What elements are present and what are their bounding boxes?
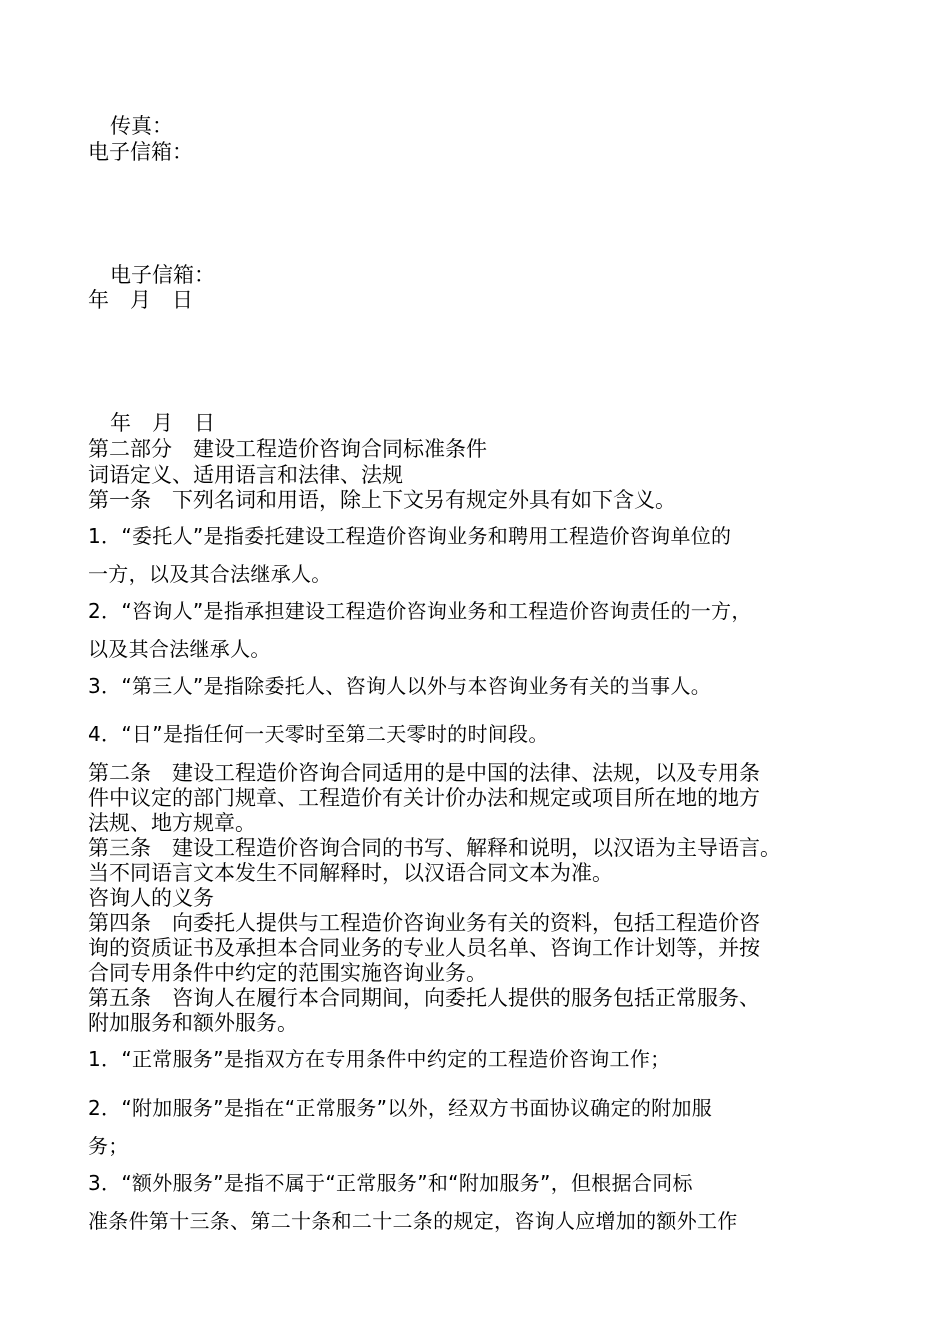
section-heading: 词语定义、适用语言和法律、法规 bbox=[88, 463, 403, 487]
service-3-line1: 3．“额外服务”是指不属于“正常服务”和“附加服务”，但根据合同标 bbox=[88, 1171, 693, 1195]
article-4-line1: 第四条 向委托人提供与工程造价咨询业务有关的资料，包括工程造价咨 bbox=[88, 911, 760, 935]
article-2-line2: 件中议定的部门规章、工程造价有关计价办法和规定或项目所在地的地方 bbox=[88, 786, 760, 810]
article-2-line3: 法规、地方规章。 bbox=[88, 811, 256, 835]
article-5-line2: 附加服务和额外服务。 bbox=[88, 1011, 298, 1035]
service-1: 1．“正常服务”是指双方在专用条件中约定的工程造价咨询工作； bbox=[88, 1047, 671, 1071]
article-1: 第一条 下列名词和用语，除上下文另有规定外具有如下含义。 bbox=[88, 488, 676, 512]
article-4-line2: 询的资质证书及承担本合同业务的专业人员名单、咨询工作计划等，并按 bbox=[88, 936, 760, 960]
article-5-line1: 第五条 咨询人在履行本合同期间，向委托人提供的服务包括正常服务、 bbox=[88, 986, 760, 1010]
date-line: 年 月 日 bbox=[110, 411, 215, 435]
article-3-line2: 当不同语言文本发生不同解释时，以汉语合同文本为准。 bbox=[88, 861, 613, 885]
definition-3: 3．“第三人”是指除委托人、咨询人以外与本咨询业务有关的当事人。 bbox=[88, 674, 712, 698]
service-2-line2: 务； bbox=[88, 1134, 129, 1158]
definition-1-line2: 一方，以及其合法继承人。 bbox=[88, 562, 332, 586]
fax-label: 传真： bbox=[110, 114, 173, 138]
part-title: 第二部分 建设工程造价咨询合同标准条件 bbox=[88, 437, 487, 461]
definition-4: 4．“日”是指任何一天零时至第二天零时的时间段。 bbox=[88, 722, 549, 746]
article-2-line1: 第二条 建设工程造价咨询合同适用的是中国的法律、法规，以及专用条 bbox=[88, 761, 760, 785]
email-label: 电子信箱： bbox=[110, 263, 215, 287]
definition-1-line1: 1．“委托人”是指委托建设工程造价咨询业务和聘用工程造价咨询单位的 bbox=[88, 524, 732, 548]
service-2-line1: 2．“附加服务”是指在“正常服务”以外，经双方书面协议确定的附加服 bbox=[88, 1096, 713, 1120]
article-3-line1: 第三条 建设工程造价咨询合同的书写、解释和说明，以汉语为主导语言。 bbox=[88, 836, 781, 860]
definition-2-line1: 2．“咨询人”是指承担建设工程造价咨询业务和工程造价咨询责任的一方， bbox=[88, 599, 752, 623]
email-label: 电子信箱： bbox=[88, 140, 193, 164]
article-4-line3: 合同专用条件中约定的范围实施咨询业务。 bbox=[88, 961, 487, 985]
section-heading: 咨询人的义务 bbox=[88, 886, 214, 910]
service-3-line2: 准条件第十三条、第二十条和二十二条的规定，咨询人应增加的额外工作 bbox=[88, 1209, 738, 1233]
definition-2-line2: 以及其合法继承人。 bbox=[88, 637, 271, 661]
date-line: 年 月 日 bbox=[88, 288, 193, 312]
